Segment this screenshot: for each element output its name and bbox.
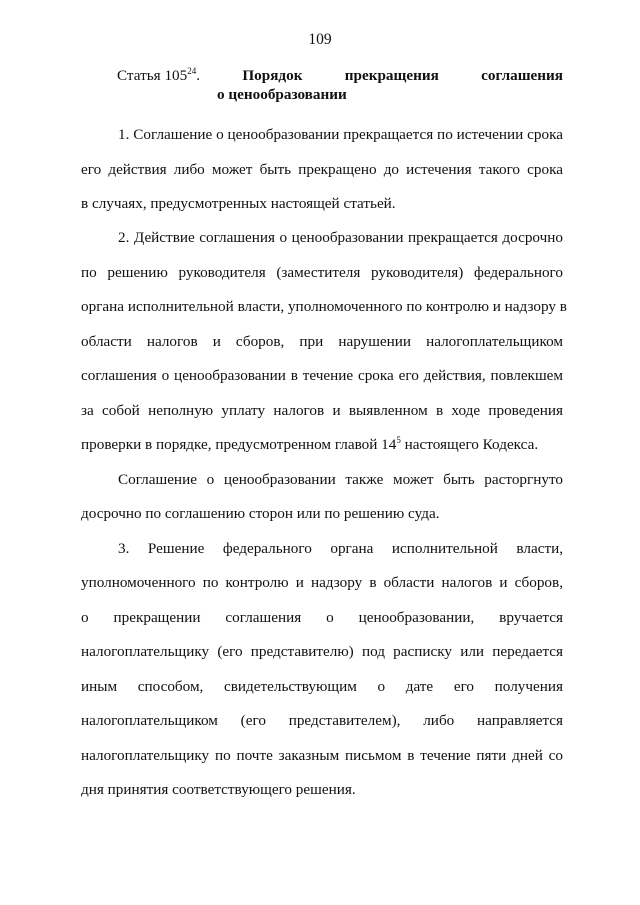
text-line: области налогов и сборов, при нарушении налогоплательщиком (81, 333, 563, 350)
text-line: соглашения о ценообразовании в течение срока его действия, повлекшем (81, 367, 563, 384)
heading-line-2: о ценообразовании (217, 86, 347, 103)
heading-word-1: Порядок (242, 67, 303, 84)
article-label: Статья $105^{24}$. (117, 65, 201, 84)
heading-word-2: прекращения (344, 67, 439, 84)
text-line: органа исполнительной власти, уполномоченного по контролю и надзору в (81, 298, 567, 315)
text-line: за собой неполную уплату налогов и выявленном в ходе проведения (81, 402, 563, 419)
text-line: о прекращении соглашения о ценообразовании, вручается (81, 609, 563, 626)
article-superscript: 24 (187, 65, 197, 76)
text-line: налогоплательщиком (его представителем), либо направляется (81, 712, 563, 729)
text-line-with-superscript: проверки в порядке, предусмотренном главой $14^5$ настоящего Кодекса. (81, 434, 539, 453)
text-line: дня принятия соответствующего решения. (81, 781, 356, 798)
text-line: 2. Действие соглашения о ценообразовании прекращается досрочно (118, 229, 563, 246)
text-line: досрочно по соглашению сторон или по решению суда. (81, 505, 440, 522)
text-line: 3. Решение федерального органа исполнительной власти, (118, 540, 563, 557)
article-heading (117, 66, 563, 104)
text-line: налогоплательщику (его представителю) под расписку или передается (81, 643, 563, 660)
text-line: иным способом, свидетельствующим о дате его получения (81, 678, 563, 695)
text-line: Соглашение о ценообразовании также может быть расторгнуто (118, 471, 563, 488)
text-line: уполномоченного по контролю и надзору в области налогов и сборов, (81, 574, 563, 591)
text-line: 1. Соглашение о ценообразовании прекращается по истечении срока (118, 126, 563, 143)
text-line: его действия либо может быть прекращено до истечения такого срока (81, 161, 563, 178)
chapter-superscript: 5 (396, 434, 401, 445)
heading-word-3: соглашения (481, 67, 563, 84)
page-number: 109 (308, 31, 332, 48)
text-line: налогоплательщику по почте заказным письмом в течение пяти дней со (81, 747, 563, 764)
text-line: в случаях, предусмотренных настоящей статьей. (81, 195, 396, 212)
text-line: по решению руководителя (заместителя руководителя) федерального (81, 264, 563, 281)
